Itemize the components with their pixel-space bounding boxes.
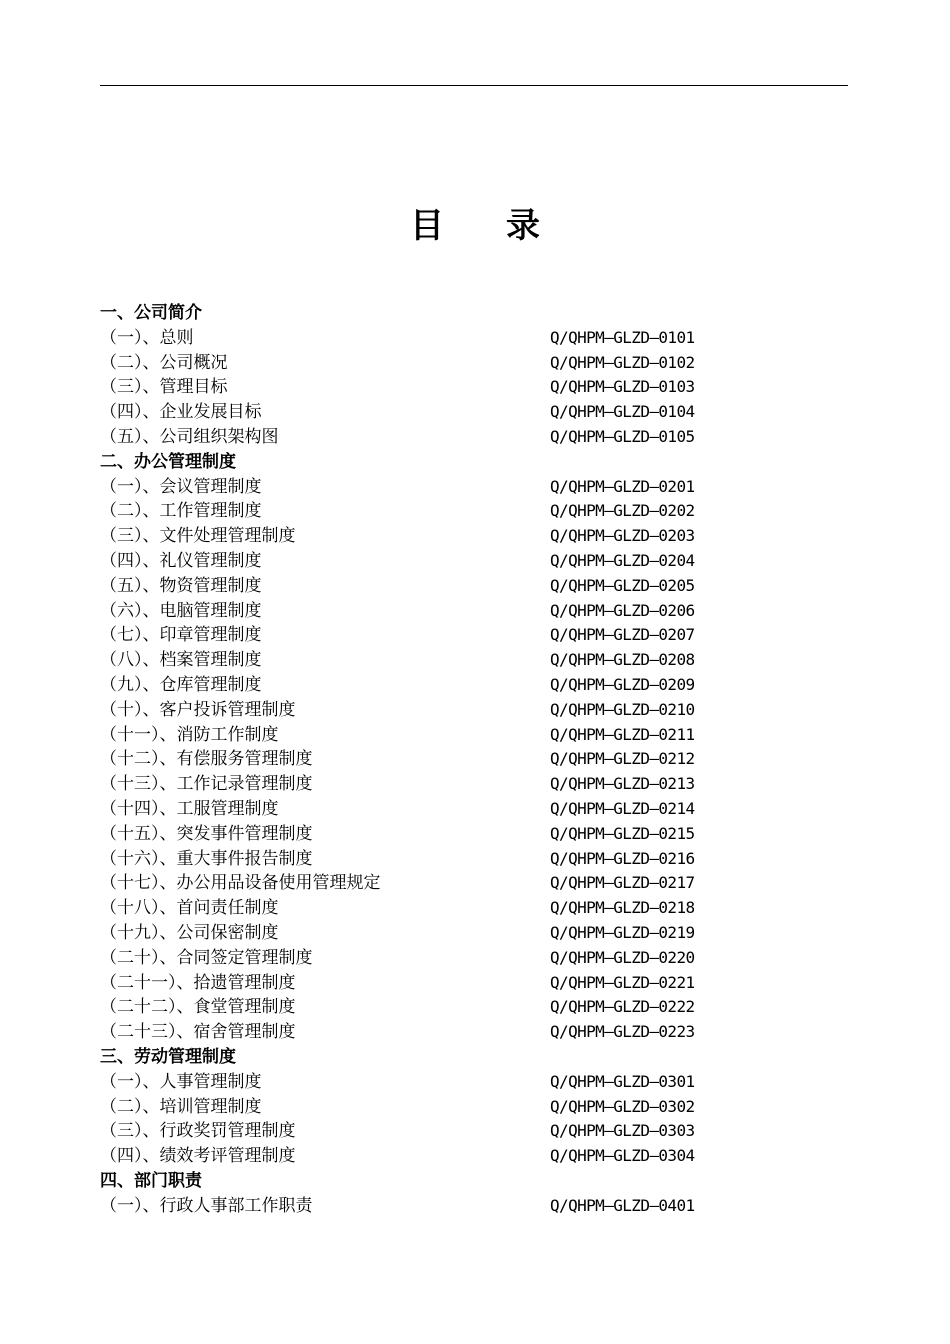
toc-entry-label: （三）、文件处理管理制度	[100, 526, 296, 547]
toc-entry-code: Q/QHPM—GLZD—0104	[550, 402, 695, 422]
toc-entry-code: Q/QHPM—GLZD—0214	[550, 798, 695, 818]
toc-entry[interactable]	[100, 1119, 848, 1144]
toc-entry-label: （十五）、突发事件管理制度	[100, 823, 313, 844]
toc-entry[interactable]	[100, 499, 848, 524]
toc-entry[interactable]	[100, 375, 848, 400]
toc-entry-code: Q/QHPM—GLZD—0105	[550, 426, 695, 446]
section-heading: 四、部门职责	[100, 1170, 202, 1191]
toc-entry-label: （四）、企业发展目标	[100, 402, 262, 423]
page-title	[0, 200, 950, 252]
toc-entry[interactable]	[100, 822, 848, 847]
toc-section	[100, 1045, 848, 1169]
section-heading: 三、劳动管理制度	[100, 1046, 236, 1067]
toc-entry-code: Q/QHPM—GLZD—0218	[550, 898, 695, 918]
toc-entry-code: Q/QHPM—GLZD—0223	[550, 1022, 695, 1042]
toc-entry-code: Q/QHPM—GLZD—0211	[550, 724, 695, 744]
toc-entry-label: （十三）、工作记录管理制度	[100, 774, 313, 795]
toc-entry[interactable]	[100, 1095, 848, 1120]
toc-entry-code: Q/QHPM—GLZD—0220	[550, 947, 695, 967]
toc-entry-label: （七）、印章管理制度	[100, 625, 262, 646]
toc-entry-code: Q/QHPM—GLZD—0302	[550, 1096, 695, 1116]
toc-entry-code: Q/QHPM—GLZD—0216	[550, 848, 695, 868]
toc-entry-code: Q/QHPM—GLZD—0207	[550, 625, 695, 645]
toc-entry[interactable]	[100, 549, 848, 574]
header-rule	[100, 85, 848, 86]
toc-entry[interactable]	[100, 425, 848, 450]
toc-entry[interactable]	[100, 351, 848, 376]
section-heading: 一、公司简介	[100, 303, 202, 323]
toc-entry-label: （十一）、消防工作制度	[100, 724, 279, 745]
toc-entry-label: （四）、绩效考评管理制度	[100, 1146, 296, 1167]
toc-entry-label: （二十三）、宿舍管理制度	[100, 1022, 296, 1043]
toc-entry-code: Q/QHPM—GLZD—0203	[550, 526, 695, 546]
toc-entry-label: （二）、工作管理制度	[100, 501, 262, 522]
toc-section	[100, 1169, 848, 1219]
toc-entry[interactable]	[100, 797, 848, 822]
toc-entry[interactable]	[100, 871, 848, 896]
toc-entry-label: （二十）、合同签定管理制度	[100, 947, 313, 968]
toc-entry-label: （四）、礼仪管理制度	[100, 550, 262, 571]
toc-entry[interactable]	[100, 1070, 848, 1095]
toc-entry-label: （八）、档案管理制度	[100, 650, 262, 671]
toc-entry[interactable]	[100, 673, 848, 698]
toc-entry-label: （一）、总则	[100, 327, 194, 348]
toc-entry[interactable]	[100, 946, 848, 971]
toc-entry-code: Q/QHPM—GLZD—0206	[550, 600, 695, 620]
toc-entry-code: Q/QHPM—GLZD—0217	[550, 873, 695, 893]
toc-entry-code: Q/QHPM—GLZD—0303	[550, 1121, 695, 1141]
toc-entry-code: Q/QHPM—GLZD—0205	[550, 575, 695, 595]
section-heading: 二、办公管理制度	[100, 451, 236, 472]
toc-entry-label: （十四）、工服管理制度	[100, 798, 279, 819]
toc-entry-code: Q/QHPM—GLZD—0103	[550, 377, 695, 397]
toc-entry-code: Q/QHPM—GLZD—0215	[550, 823, 695, 843]
toc-entry[interactable]	[100, 475, 848, 500]
toc-entry[interactable]	[100, 648, 848, 673]
toc-entry-label: （一）、人事管理制度	[100, 1071, 262, 1092]
toc-entry-label: （十七）、办公用品设备使用管理规定	[100, 873, 381, 894]
toc-entry-code: Q/QHPM—GLZD—0101	[550, 327, 695, 347]
toc-entry-label: （十九）、公司保密制度	[100, 922, 279, 943]
toc-entry-code: Q/QHPM—GLZD—0212	[550, 749, 695, 769]
toc-entry-label: （一）、行政人事部工作职责	[100, 1195, 313, 1216]
toc-entry[interactable]	[100, 921, 848, 946]
toc-entry-label: （十八）、首问责任制度	[100, 898, 279, 919]
toc-entry[interactable]	[100, 971, 848, 996]
table-of-contents	[100, 301, 848, 1218]
toc-entry-label: （十二）、有偿服务管理制度	[100, 749, 313, 770]
toc-entry-code: Q/QHPM—GLZD—0213	[550, 774, 695, 794]
toc-entry-code: Q/QHPM—GLZD—0301	[550, 1071, 695, 1091]
toc-entry[interactable]	[100, 524, 848, 549]
toc-entry-code: Q/QHPM—GLZD—0208	[550, 650, 695, 670]
toc-entry[interactable]	[100, 574, 848, 599]
toc-entry-code: Q/QHPM—GLZD—0210	[550, 699, 695, 719]
toc-entry[interactable]	[100, 599, 848, 624]
toc-entry-code: Q/QHPM—GLZD—0102	[550, 352, 695, 372]
toc-entry-label: （二）、公司概况	[100, 352, 228, 373]
toc-entry-code: Q/QHPM—GLZD—0401	[550, 1195, 695, 1215]
toc-entry[interactable]	[100, 623, 848, 648]
toc-entry-label: （二十一）、拾遗管理制度	[100, 972, 296, 993]
toc-entry[interactable]	[100, 400, 848, 425]
toc-entry[interactable]	[100, 326, 848, 351]
toc-entry[interactable]	[100, 1020, 848, 1045]
toc-entry[interactable]	[100, 1194, 848, 1219]
toc-entry-code: Q/QHPM—GLZD—0222	[550, 997, 695, 1017]
toc-entry-label: （三）、管理目标	[100, 377, 228, 398]
toc-entry-code: Q/QHPM—GLZD—0221	[550, 972, 695, 992]
page-title-char-1: 目	[410, 206, 444, 246]
toc-entry-label: （六）、电脑管理制度	[100, 600, 262, 621]
toc-entry-label: （三）、行政奖罚管理制度	[100, 1121, 296, 1142]
page-title-char-2: 录	[506, 206, 540, 246]
toc-entry-code: Q/QHPM—GLZD—0209	[550, 674, 695, 694]
toc-entry-label: （五）、公司组织架构图	[100, 426, 279, 447]
toc-entry[interactable]	[100, 995, 848, 1020]
toc-entry-label: （九）、仓库管理制度	[100, 674, 262, 695]
toc-entry[interactable]	[100, 747, 848, 772]
toc-entry-label: （二）、培训管理制度	[100, 1096, 262, 1117]
toc-entry[interactable]	[100, 723, 848, 748]
toc-entry[interactable]	[100, 698, 848, 723]
toc-entry-label: （二十二）、食堂管理制度	[100, 997, 296, 1018]
toc-entry-label: （一）、会议管理制度	[100, 476, 262, 497]
toc-section	[100, 301, 848, 450]
toc-entry-label: （十）、客户投诉管理制度	[100, 699, 296, 720]
toc-entry[interactable]	[100, 772, 848, 797]
toc-entry-code: Q/QHPM—GLZD—0219	[550, 922, 695, 942]
toc-entry[interactable]	[100, 847, 848, 872]
toc-entry[interactable]	[100, 896, 848, 921]
toc-entry-label: （十六）、重大事件报告制度	[100, 848, 313, 869]
toc-entry-code: Q/QHPM—GLZD—0202	[550, 501, 695, 521]
toc-section	[100, 450, 848, 1045]
toc-entry[interactable]	[100, 1144, 848, 1169]
toc-entry-code: Q/QHPM—GLZD—0304	[550, 1146, 695, 1166]
toc-entry-label: （五）、物资管理制度	[100, 575, 262, 596]
toc-entry-code: Q/QHPM—GLZD—0201	[550, 476, 695, 496]
toc-entry-code: Q/QHPM—GLZD—0204	[550, 550, 695, 570]
